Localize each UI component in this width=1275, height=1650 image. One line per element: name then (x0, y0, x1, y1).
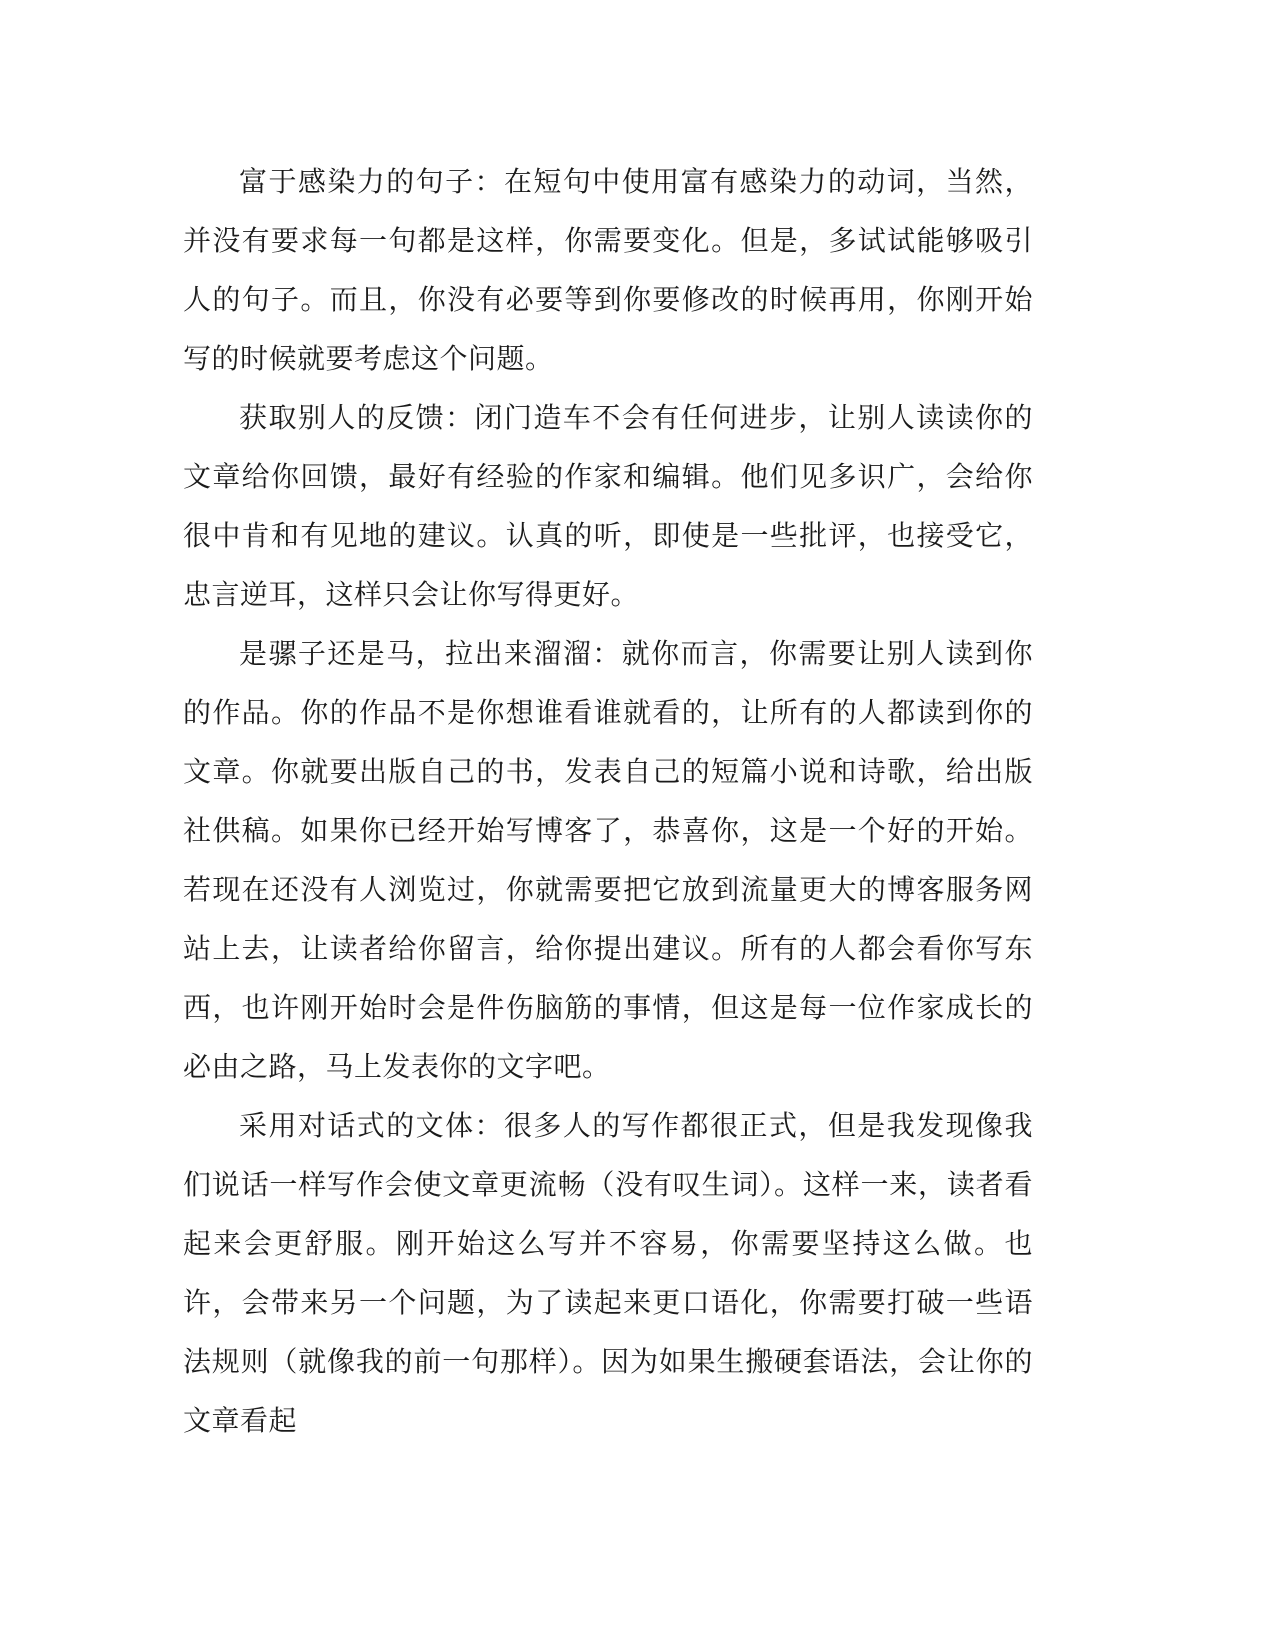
paragraph-conversational-style: 采用对话式的文体：很多人的写作都很正式，但是我发现像我们说话一样写作会使文章更流畅（没有叹生词）。这样一来，读者看起来会更舒服。刚开始这么写并不容易，你需要坚持这么做。也许，会带来另一个问题，为了读起来更口语化，你需要打破一些语法规则（就像我的前一句那样）。因为如果生搬硬套语法，会让你的文章看起 (183, 1109, 1033, 1437)
document-body (183, 152, 1033, 1450)
paragraph-publish-work: 是骡子还是马，拉出来溜溜：就你而言，你需要让别人读到你的作品。你的作品不是你想谁看谁就看的，让所有的人都读到你的文章。你就要出版自己的书，发表自己的短篇小说和诗歌，给出版社供稿。如果你已经开始写博客了，恭喜你，这是一个好的开始。若现在还没有人浏览过，你就需要把它放到流量更大的博客服务网站上去，让读者给你留言，给你提出建议。所有的人都会看你写东西，也许刚开始时会是件伤脑筋的事情，但这是每一位作家成长的必由之路，马上发表你的文字吧。 (183, 637, 1033, 1083)
paragraph-get-feedback: 获取别人的反馈：闭门造车不会有任何进步，让别人读读你的文章给你回馈，最好有经验的作家和编辑。他们见多识广，会给你很中肯和有见地的建议。认真的听，即使是一些批评，也接受它，忠言逆耳，这样只会让你写得更好。 (183, 401, 1033, 611)
paragraph-emotive-sentences: 富于感染力的句子：在短句中使用富有感染力的动词，当然，并没有要求每一句都是这样，你需要变化。但是，多试试能够吸引人的句子。而且，你没有必要等到你要修改的时候再用，你刚开始写的时候就要考虑这个问题。 (183, 165, 1033, 375)
